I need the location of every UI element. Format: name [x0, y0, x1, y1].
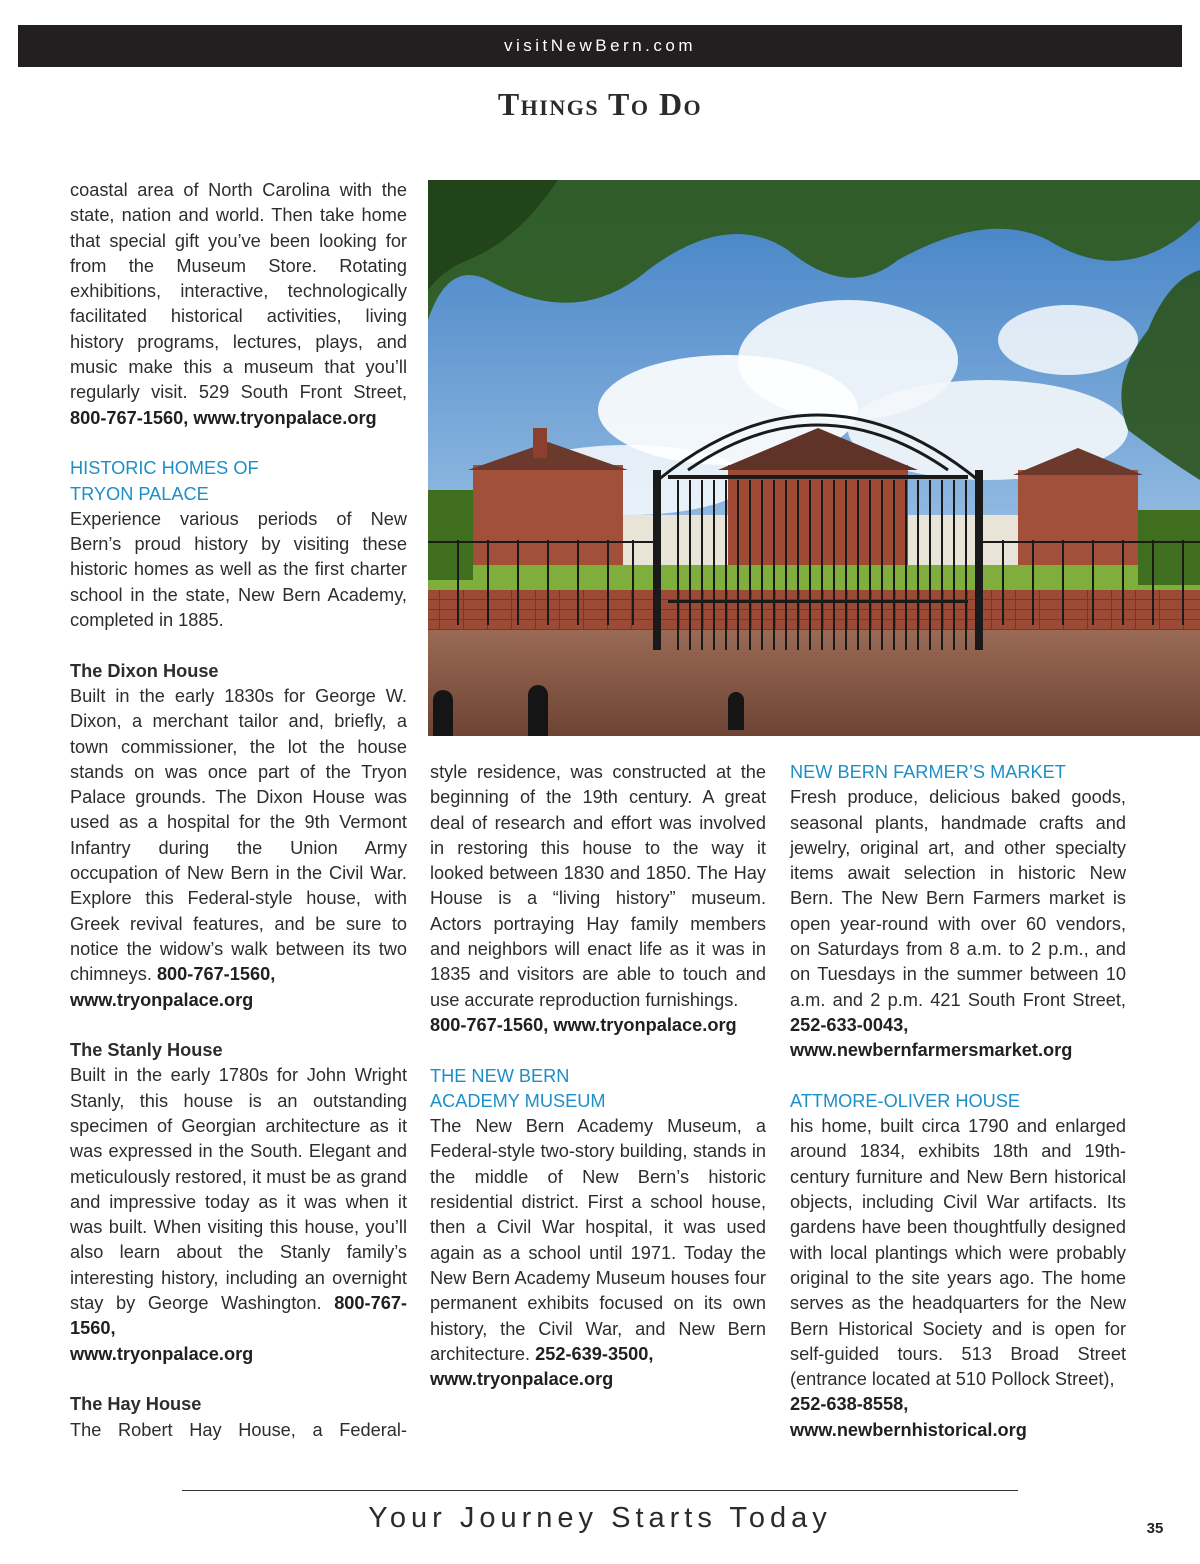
column-right — [790, 760, 1126, 1443]
attmore-oliver-paragraph: his home, built circa 1790 and enlarged around 1834, exhibits 18th and 19th-century furniture and New Bern historical objects, including Civil War artifacts. Its gardens have been thoughtfully designed with local plantings which were probably original to the site years ago. The home serves as the headquarters for the New Bern Historical Society and is open for self-guided tours. 513 Broad Street (entrance located at 510 Pollock Street), 252-638-8558, www.newbernhistorical.org — [790, 1116, 1126, 1440]
column-middle — [430, 760, 766, 1392]
attmore-phone[interactable]: 252-638-8558, — [790, 1394, 909, 1415]
section-heading-academy-museum: THE NEW BERN ACADEMY MUSEUM — [430, 1065, 606, 1111]
section-heading-historic-homes: HISTORIC HOMES OF TRYON PALACE — [70, 458, 259, 504]
hay-house-paragraph-start: The Robert Hay House, a Federal- — [70, 1419, 407, 1440]
stanly-house-paragraph: Built in the early 1780s for John Wright Stanly, this house is an outstanding specimen of Georgian architecture as it was expressed in the South. Elegant and meticulously restored, it must be as grand and impressive today as it was when it was built. When visiting this house, you’ll also learn about the Stanly family’s interesting history, including an overnight stay by George Washington. 800-767-1560, www.tryonpalace.org — [70, 1065, 407, 1364]
museum-intro-paragraph: coastal area of North Carolina with the state, nation and world. Then take home that special gift you’ve been looking for from the Museum Store. Rotating exhibitions, interactive, technologically facilitated historical activities, living history programs, lectures, plays, and music make this a museum that you’ll regularly visit. 529 South Front Street, 800-767-1560, www.tryonpalace.org — [70, 180, 407, 428]
dixon-phone[interactable]: 800-767-1560, — [156, 964, 276, 985]
museum-contact[interactable]: 800-767-1560, www.tryonpalace.org — [70, 407, 377, 428]
dixon-house-paragraph: Built in the early 1830s for George W. Dixon, a merchant tailor and, briefly, a town commissioner, the lot the house stands on was once part of the Tryon Palace grounds. The Dixon House was used as a hospital for the 9th Vermont Infantry during the Union Army occupation of New Bern in the Civil War. Explore this Federal-style house, with Greek revival features, and be sure to notice the widow’s walk between its two chimneys. 800-767-1560, www.tryonpalace.org — [70, 685, 407, 1010]
stanly-phone[interactable]: 800-767-1560, — [70, 1293, 407, 1339]
market-phone[interactable]: 252-633-0043, — [790, 1014, 909, 1035]
hay-house-title: The Hay House — [70, 1394, 202, 1415]
historic-homes-paragraph: Experience various periods of New Bern’s proud history by visiting these historic homes as well as the first charter school in the state, New Bern Academy, completed in 1885. — [70, 508, 407, 631]
stanly-website[interactable]: www.tryonpalace.org — [70, 1343, 254, 1364]
page-title: Things To Do — [497, 86, 703, 122]
farmers-market-paragraph: Fresh produce, delicious baked goods, seasonal plants, handmade crafts and jewelry, original art, and other specialty items await selection in historic New Bern. The New Bern Farmers market is open year-round with over 60 vendors, on Saturdays from 8 a.m. to 2 p.m., and on Tuesdays in the summer between 10 a.m. and 2 p.m. 421 South Front Street, 252-633-0043, www.newbernfarmersmarket.org — [790, 787, 1126, 1061]
dixon-house-title: The Dixon House — [70, 660, 219, 681]
column-left — [70, 178, 407, 1443]
academy-phone[interactable]: 252-639-3500, — [535, 1343, 654, 1364]
academy-website[interactable]: www.tryonpalace.org — [430, 1369, 614, 1390]
tryon-palace-gate-photo — [428, 180, 1200, 736]
footer-tagline: Your Journey Starts Today — [368, 1502, 832, 1534]
footer-divider — [182, 1490, 1018, 1491]
stanly-house-title: The Stanly House — [70, 1040, 223, 1061]
page-number: 35 — [1146, 1520, 1164, 1537]
site-url[interactable]: visitNewBern.com — [503, 36, 697, 55]
dixon-website[interactable]: www.tryonpalace.org — [70, 989, 254, 1010]
market-website[interactable]: www.newbernfarmersmarket.org — [790, 1040, 1073, 1061]
section-heading-attmore-oliver: ATTMORE-OLIVER HOUSE — [790, 1090, 1021, 1111]
academy-museum-paragraph: The New Bern Academy Museum, a Federal-style two-story building, stands in the middle of New Bern’s historic residential district. First a school house, then a Civil War hospital, it was used again as a school until 1971. Today the New Bern Academy Museum houses four permanent exhibits focused on its own history, the Civil War, and New Bern architecture. 252-639-3500, www.tryonpalace.org — [430, 1116, 766, 1390]
hay-contact[interactable]: 800-767-1560, www.tryonpalace.org — [430, 1014, 737, 1035]
attmore-website[interactable]: www.newbernhistorical.org — [790, 1419, 1027, 1440]
site-banner — [18, 25, 1182, 67]
hay-house-paragraph-cont: style residence, was constructed at the beginning of the 19th century. A great deal of research and effort was involved in restoring this house to the way it looked between 1830 and 1850. The Hay House is a “living history” museum. Actors portraying Hay family members and neighbors will enact life as it was in 1835 and visitors are able to touch and use accurate reproduction furnishings. 800-767-1560, www.tryonpalace.org — [430, 762, 766, 1035]
section-heading-farmers-market: NEW BERN FARMER’S MARKET — [790, 762, 1066, 782]
